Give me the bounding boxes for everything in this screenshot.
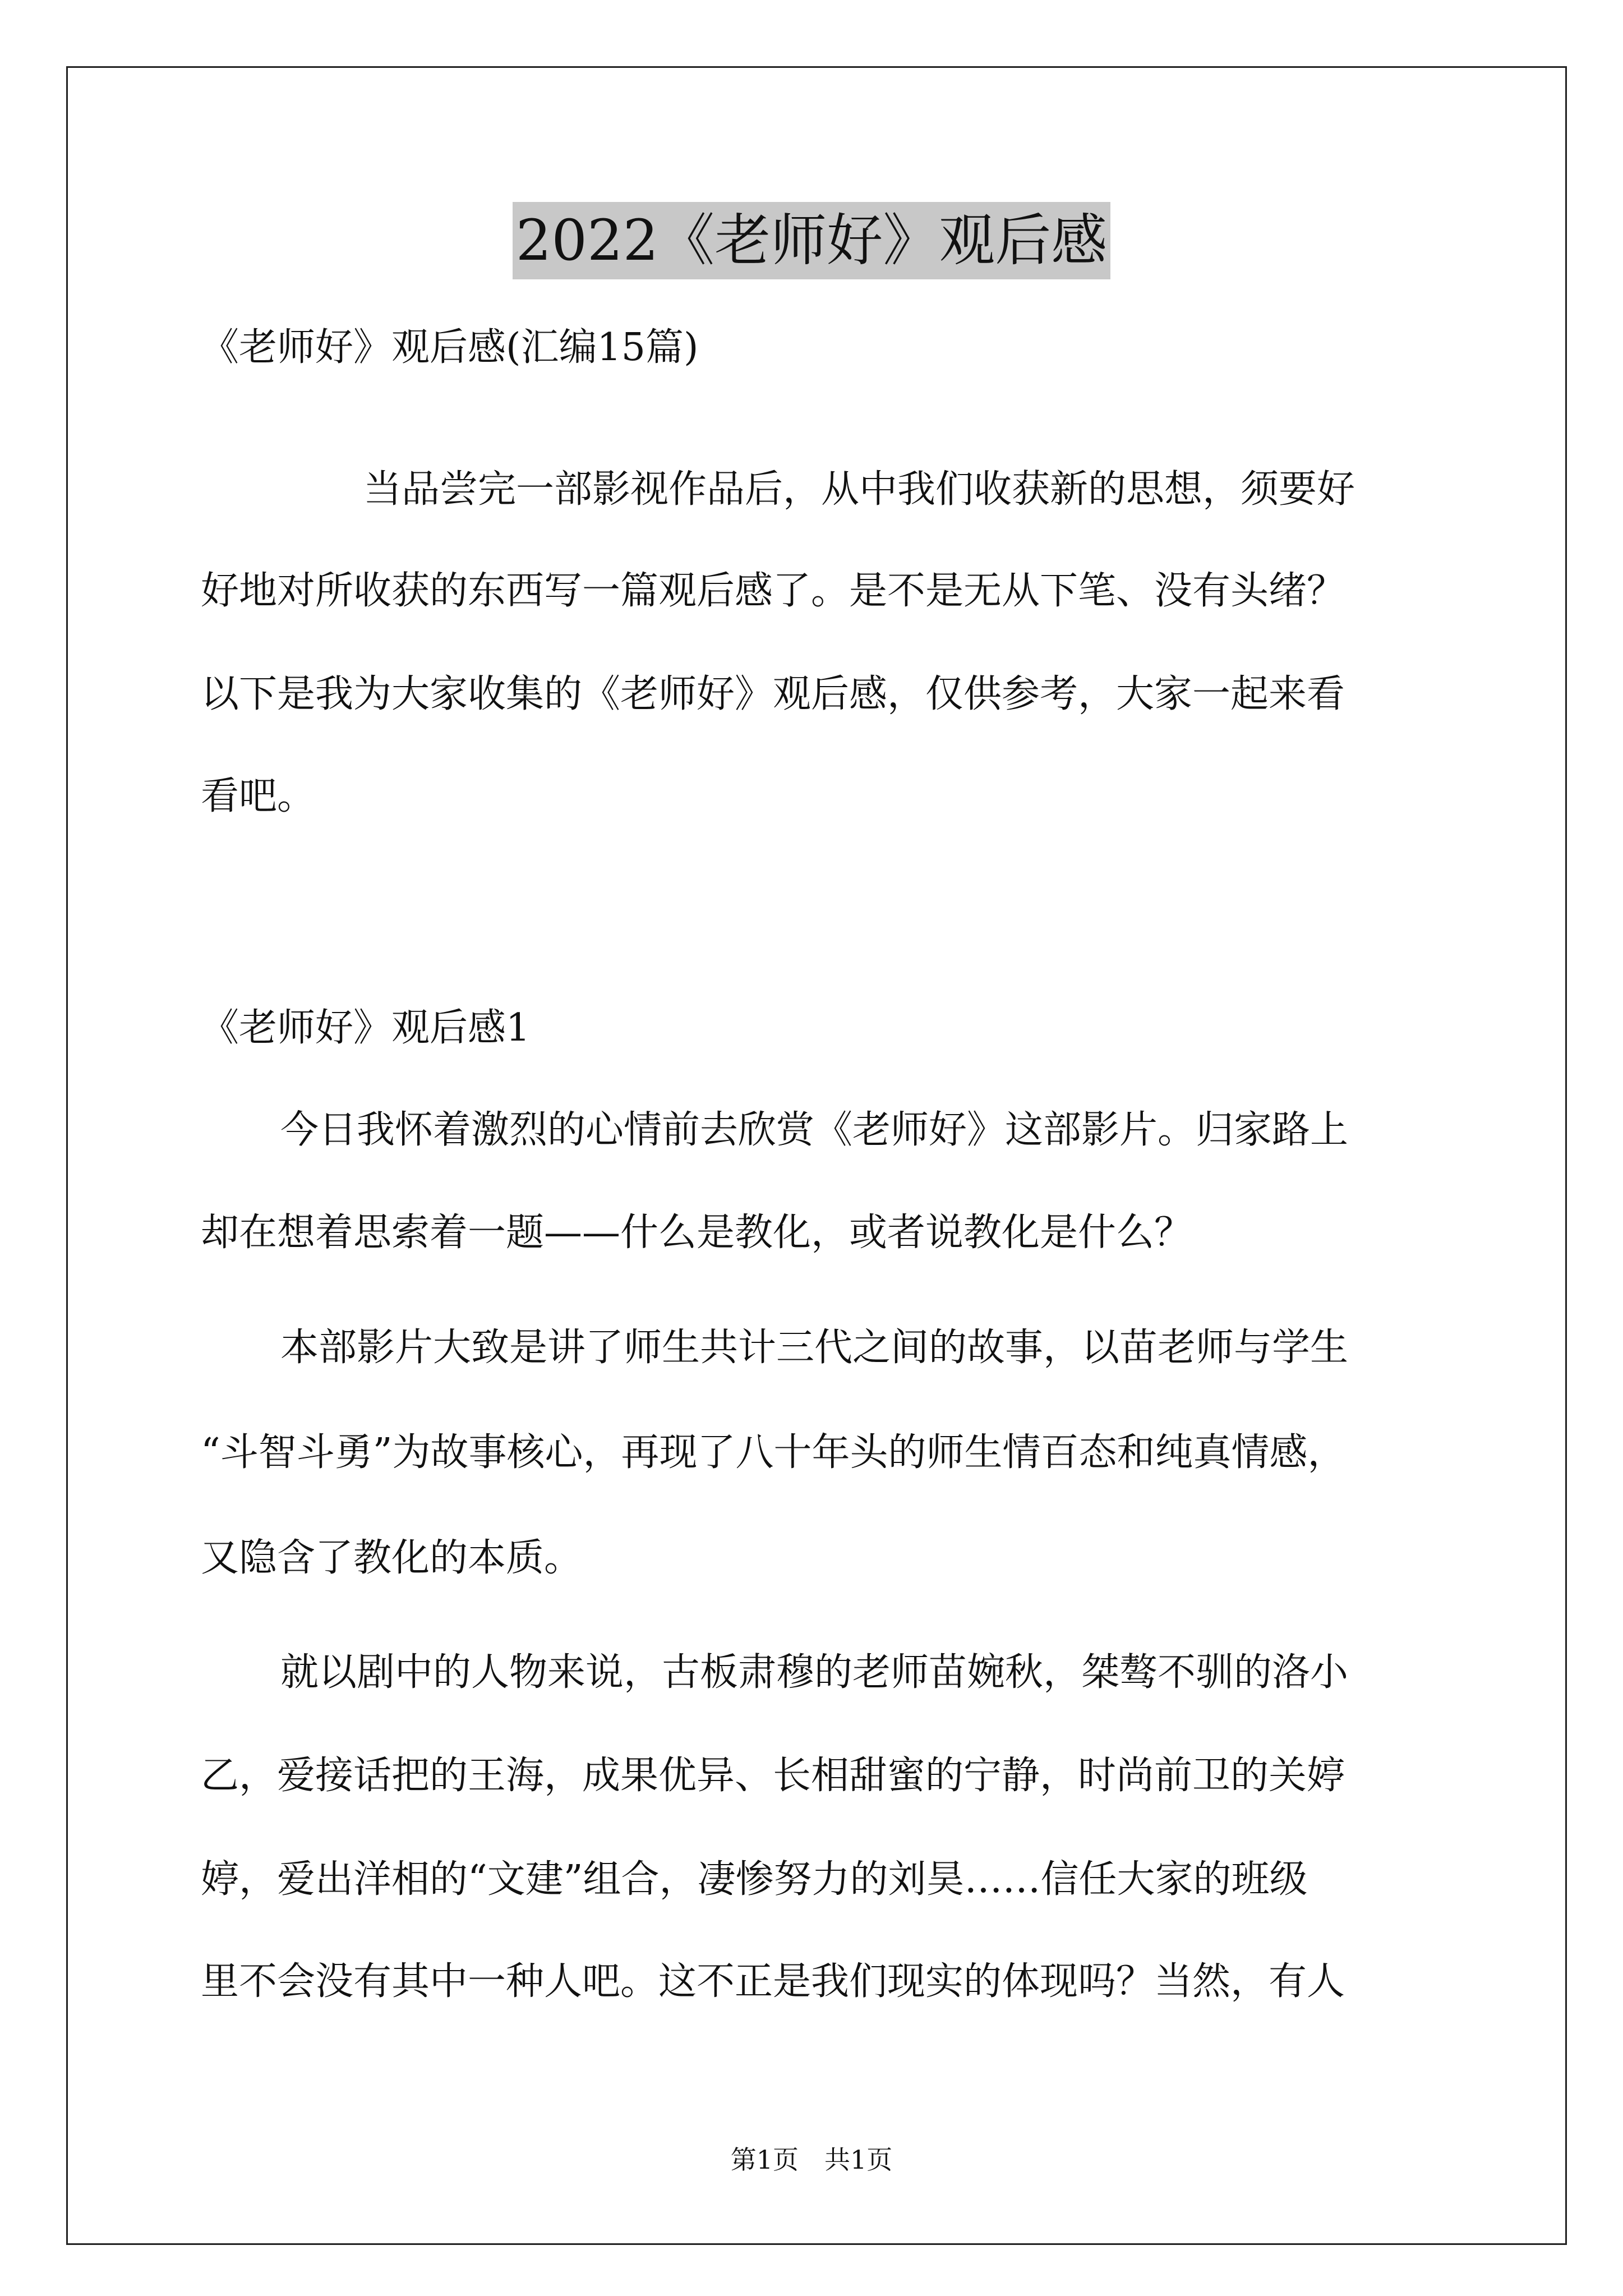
body-line: 里不会没有其中一种人吧。这不正是我们现实的体现吗？当然，有人 xyxy=(201,1959,1345,2004)
body-line: “斗智斗勇”为故事核心，再现了八十年头的师生情百态和纯真情感， xyxy=(201,1430,1346,1475)
document-title: 2022《老师好》观后感 xyxy=(513,202,1111,279)
body-line: 却在想着思索着一题——什么是教化，或者说教化是什么？ xyxy=(201,1211,1193,1255)
page-border xyxy=(66,66,1567,2245)
body-line: 本部影片大致是讲了师生共计三代之间的故事，以苗老师与学生 xyxy=(280,1326,1349,1370)
subtitle: 《老师好》观后感(汇编15篇) xyxy=(201,325,699,370)
body-line: 又隐含了教化的本质。 xyxy=(201,1536,583,1580)
body-line: 婷，爱出洋相的“文建”组合，凄惨努力的刘昊……信任大家的班级 xyxy=(201,1857,1308,1902)
page-footer: 第1页 共1页 xyxy=(730,2145,893,2175)
intro-line: 以下是我为大家收集的《老师好》观后感，仅供参考，大家一起来看 xyxy=(201,672,1345,716)
title-wrap xyxy=(0,202,1623,279)
section-heading: 《老师好》观后感1 xyxy=(201,1006,531,1050)
intro-line: 看吧。 xyxy=(201,774,316,818)
body-line: 今日我怀着激烈的心情前去欣赏《老师好》这部影片。归家路上 xyxy=(280,1108,1349,1152)
intro-line: 当品尝完一部影视作品后，从中我们收获新的思想，须要好 xyxy=(363,467,1355,512)
body-line: 乙，爱接话把的王海，成果优异、长相甜蜜的宁静，时尚前卫的关婷 xyxy=(201,1754,1345,1798)
intro-line: 好地对所收获的东西写一篇观后感了。是不是无从下笔、没有头绪？ xyxy=(201,569,1345,613)
body-line: 就以剧中的人物来说，古板肃穆的老师苗婉秋，桀骜不驯的洛小 xyxy=(280,1650,1349,1695)
